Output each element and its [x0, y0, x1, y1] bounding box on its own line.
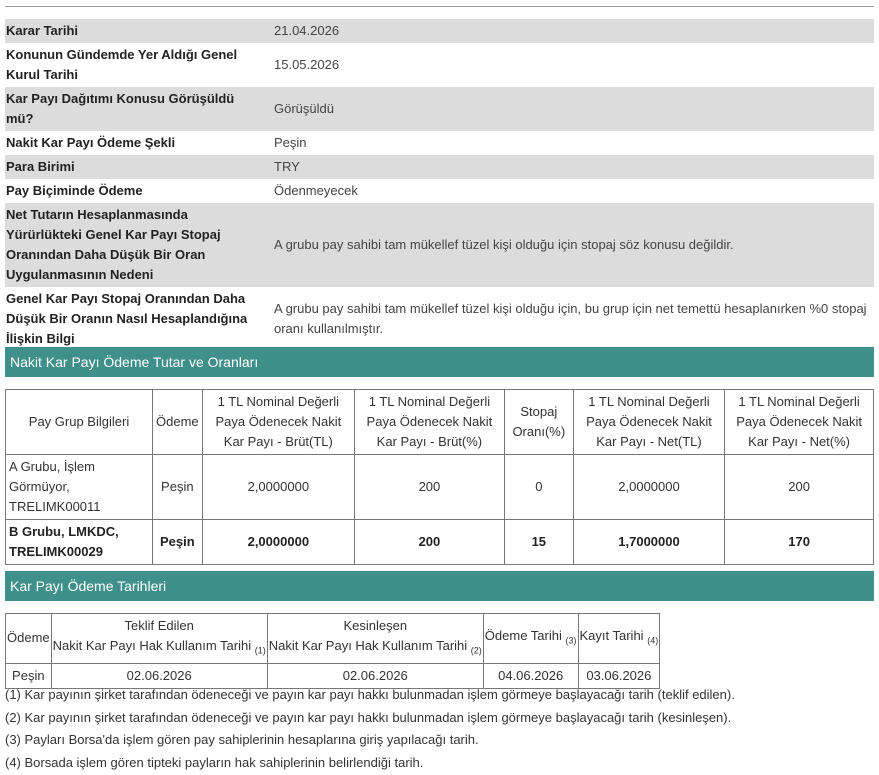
- footnote-ref: (2): [470, 645, 482, 656]
- column-header: 1 TL Nominal Değerli Paya Ödenecek Nakit Kar Payı - Net(TL): [573, 390, 724, 455]
- column-header: Ödeme: [153, 390, 203, 455]
- footnote: (3) Payları Borsa'da işlem gören pay sahiplerinin hesaplarına giriş yapılacağı tarih.: [5, 732, 479, 747]
- table-cell: 200: [725, 455, 874, 520]
- table-cell: A Grubu, İşlem Görmüyor, TRELIMK00011: [6, 455, 153, 520]
- info-row: [5, 43, 874, 87]
- footnote-ref: (1): [254, 645, 266, 656]
- info-value: A grubu pay sahibi tam mükellef tüzel kişi olduğu için, bu grup için net temettü hesaplanırken %0 stopaj oranı kullanılmıştır.: [274, 301, 867, 336]
- table-cell: B Grubu, LMKDC, TRELIMK00029: [6, 520, 153, 565]
- table-cell: 2,0000000: [202, 520, 354, 565]
- info-label: Para Birimi: [5, 155, 270, 179]
- column-header: 1 TL Nominal Değerli Paya Ödenecek Nakit Kar Payı - Brüt(TL): [202, 390, 354, 455]
- header-line: Kesinleşen: [343, 618, 408, 633]
- header-line: Teklif Edilen: [124, 618, 194, 633]
- info-value: 21.04.2026: [270, 19, 874, 43]
- payment-amounts-table: [5, 389, 874, 565]
- header-line: Nakit Kar Payı Hak Kullanım Tarihi: [52, 638, 252, 653]
- footnote: (4) Borsada işlem gören tipteki payların hak sahiplerinin belirlendiği tarih.: [5, 754, 424, 770]
- info-label: Net Tutarın Hesaplanmasında Yürürlükteki Genel Kar Payı Stopaj Oranından Daha Düşük Bir Oran Uygulanmasının Nedeni: [5, 203, 270, 287]
- footnotes: [5, 684, 874, 774]
- table-cell: Peşin: [153, 455, 203, 520]
- info-row: [5, 87, 874, 131]
- table-cell: 15: [504, 520, 573, 565]
- table-row: [6, 455, 874, 520]
- section-header-payment-dates: Kar Payı Ödeme Tarihleri: [5, 571, 874, 601]
- header-line: Kayıt Tarihi: [579, 628, 644, 643]
- table-cell: 02.06.2026: [267, 663, 483, 688]
- column-header: Pay Grup Bilgileri: [6, 390, 153, 455]
- table-cell: 200: [355, 455, 505, 520]
- table-cell: 04.06.2026: [483, 663, 578, 688]
- info-row: [5, 179, 874, 203]
- info-label: Nakit Kar Payı Ödeme Şekli: [6, 135, 176, 150]
- column-header: Ödeme: [6, 614, 52, 664]
- info-row: [5, 203, 874, 287]
- table-cell: 2,0000000: [202, 455, 354, 520]
- column-header-finalized: [267, 614, 483, 664]
- footnote-ref: (3): [565, 635, 577, 646]
- table-header-row: [6, 390, 874, 455]
- column-header: Stopaj Oranı(%): [504, 390, 573, 455]
- table-cell: 200: [355, 520, 505, 565]
- info-value: Görüşüldü: [270, 87, 874, 131]
- table-row: [6, 520, 874, 565]
- payment-dates-table: [5, 613, 660, 689]
- info-value: TRY: [270, 155, 874, 179]
- table-header-row: [6, 614, 660, 664]
- footnote: (1) Kar payının şirket tarafından ödeneceği ve payın kar payı hakkı bulunmadan işlem görmeye başlayacağı tarih (teklif edilen).: [5, 687, 735, 702]
- info-row: [5, 155, 874, 179]
- info-value: Peşin: [274, 135, 307, 150]
- dividend-info-table: [5, 19, 874, 351]
- info-label: Konunun Gündemde Yer Aldığı Genel Kurul Tarihi: [6, 47, 238, 82]
- header-line: Ödeme Tarihi: [484, 628, 562, 643]
- table-cell: Peşin: [153, 520, 203, 565]
- table-cell: 03.06.2026: [578, 663, 660, 688]
- column-header: 1 TL Nominal Değerli Paya Ödenecek Nakit Kar Payı - Net(%): [725, 390, 874, 455]
- info-value: A grubu pay sahibi tam mükellef tüzel kişi olduğu için stopaj söz konusu değildir.: [270, 203, 874, 287]
- table-cell: 02.06.2026: [51, 663, 267, 688]
- column-header: 1 TL Nominal Değerli Paya Ödenecek Nakit Kar Payı - Brüt(%): [355, 390, 505, 455]
- header-line: Nakit Kar Payı Hak Kullanım Tarihi: [268, 638, 468, 653]
- info-row: [5, 287, 874, 351]
- top-divider: [5, 6, 874, 7]
- section-header-payment-amounts: Nakit Kar Payı Ödeme Tutar ve Oranları: [5, 347, 874, 377]
- info-label: Pay Biçiminde Ödeme: [6, 183, 143, 198]
- info-label: Karar Tarihi: [5, 19, 270, 43]
- info-label: Genel Kar Payı Stopaj Oranından Daha Düşük Bir Oranın Nasıl Hesaplandığına İlişkin Bilgi: [6, 291, 248, 346]
- column-header: [578, 614, 660, 664]
- info-row: [5, 131, 874, 155]
- table-cell: 2,0000000: [573, 455, 724, 520]
- info-value: 15.05.2026: [274, 57, 340, 72]
- info-label: Kar Payı Dağıtımı Konusu Görüşüldü mü?: [5, 87, 270, 131]
- table-cell: 1,7000000: [573, 520, 724, 565]
- footnote: (2) Kar payının şirket tarafından ödeneceği ve payın kar payı hakkı bulunmadan işlem görmeye başlayacağı tarih (kesinleşen).: [5, 709, 732, 725]
- table-cell: 170: [725, 520, 874, 565]
- footnote-ref: (4): [647, 635, 659, 646]
- table-cell: Peşin: [6, 663, 52, 688]
- info-value: Ödenmeyecek: [274, 183, 358, 198]
- info-row: [5, 19, 874, 43]
- column-header-proposed: [51, 614, 267, 664]
- column-header: [483, 614, 578, 664]
- table-cell: 0: [504, 455, 573, 520]
